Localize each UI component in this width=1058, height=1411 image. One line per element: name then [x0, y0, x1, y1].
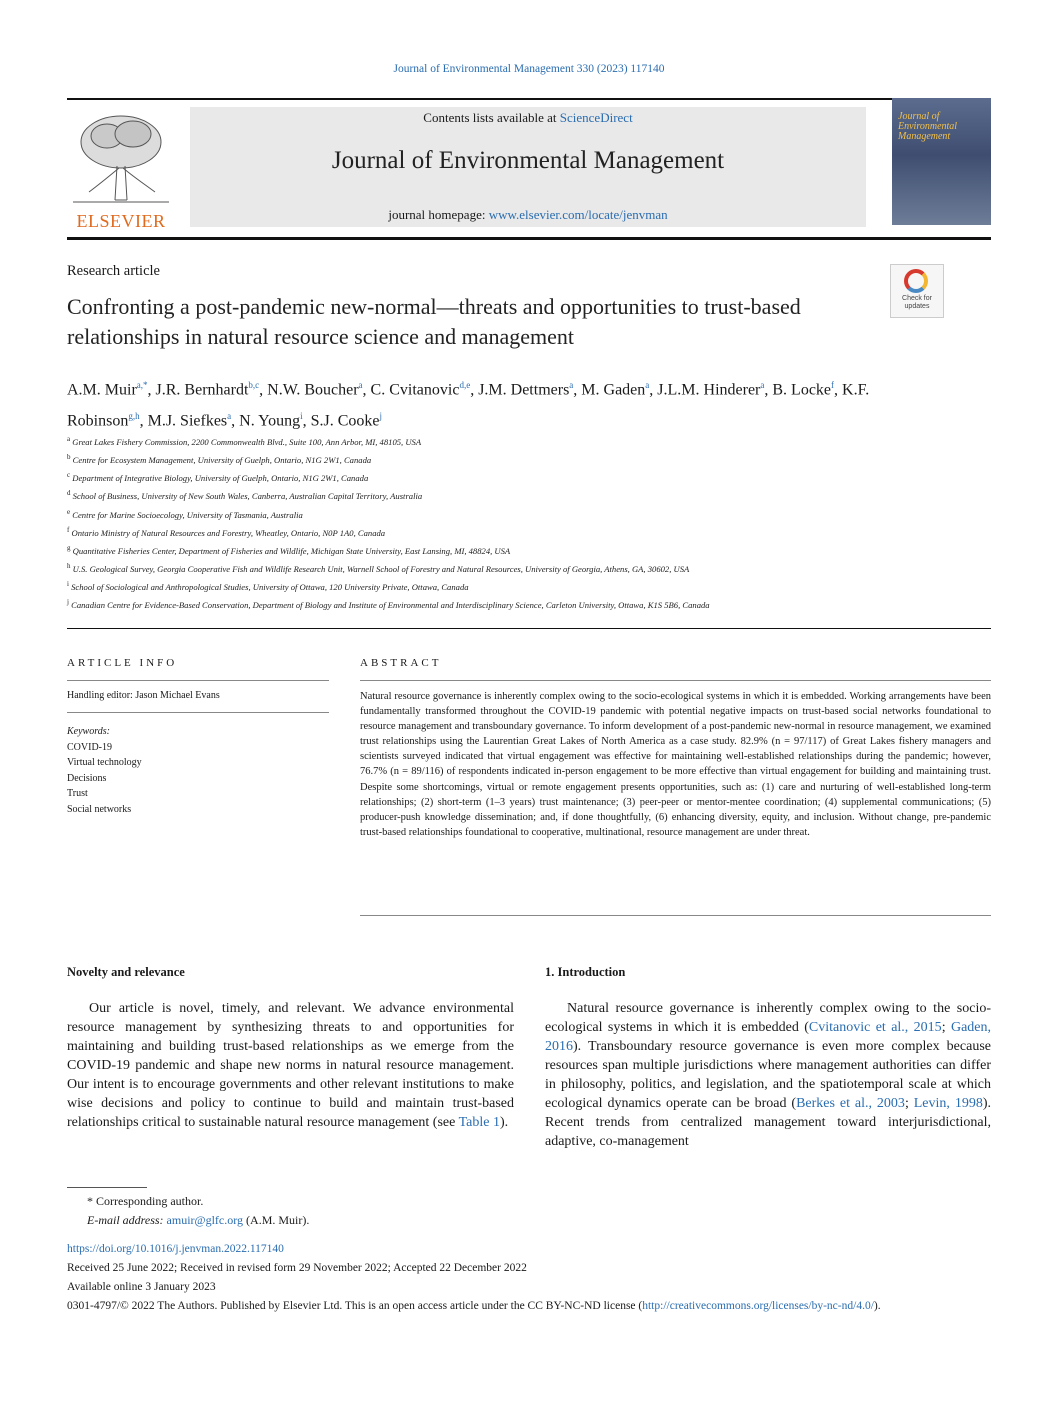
contents-line	[190, 110, 866, 126]
keyword: COVID-19	[67, 741, 112, 753]
affiliation-marker: b	[67, 453, 71, 462]
cover-line-1: Journal of	[898, 111, 940, 122]
author-affiliation-marker[interactable]: a	[227, 411, 232, 422]
citation-link[interactable]: Cvitanovic et al., 2015	[808, 1020, 942, 1035]
author[interactable]: J.M. Dettmers	[478, 381, 570, 399]
author[interactable]: M.J. Siefkes	[147, 412, 228, 430]
license-suffix: ).	[873, 1300, 881, 1312]
author-list: A.M. Muir$^{a,*}$, J.R. Bernhardt$^{b,c}$, N.W. Boucher$^a$, C. Cvitanovic$^{d,e}$, J.M. Dettmers$^a$, M. Gaden$^a$, J.L.M. Hinderer$^a$, B. Locke$^f$, K.F. Robinson$^{g,h}$, M.J. Siefkes$^a$, N. Young$^i$, S.J. Cooke$^j$	[67, 380, 870, 430]
affiliation-text: U.S. Geological Survey, Georgia Cooperative Fish and Wildlife Research Unit, Warnell School of Forestry and Natural Resources, University of Georgia, Athens, GA, 30602, USA	[72, 563, 690, 574]
author[interactable]: C. Cvitanovic	[370, 381, 460, 399]
author[interactable]: K.F. Robinson	[67, 381, 870, 430]
author-affiliation-marker[interactable]: g,h	[128, 411, 140, 422]
received-dates: Received 25 June 2022; Received in revised form 29 November 2022; Accepted 22 December 2022	[67, 1262, 527, 1274]
keyword: Virtual technology	[67, 757, 142, 768]
abstract-text: Natural resource governance is inherently complex owing to the socio-ecological systems in which it is embedded. Working arrangements have been fundamentally transformed throughout the COVID-19 pandemic with potential negative impacts on trust-based social networks foundational to resource management and transboundary governance. To inform development of a post-pandemic new-normal in resource management, we examined trust relationships using the Laurentian Great Lakes of North America as a case study. 82.9% (n = 97/117) of Great Lakes fishery managers and scientists surveyed indicated that virtual engagement was effective for maintaining well-established relationships during the pandemic; however, 76.7% (n = 89/116) of respondents indicated in-person engagement to be more effective than virtual engagement for building and maintaining trust. Despite some shortcomings, virtual or remote engagement presents opportunities, such as: (1) care and nurturing of well-established long-term relationships; (2) short-term (1–3 years) trust maintenance; (3) peer-peer or mentor-mentee coordination; (4) supplemental communications; (5) producer-push knowledge dissemination; and, if done thoughtfully, (6) enhancing diversity, equity, and inclusion. Without change, pre-pandemic trust-based relationships foundational to cooperative, multinational, resource management are under threat.	[360, 691, 991, 838]
citation-link[interactable]: Gaden, 2016	[545, 1020, 991, 1054]
affiliation-text: School of Sociological and Anthropological Studies, University of Ottawa, 120 University Private, Ottawa, Canada	[71, 582, 469, 593]
affiliation	[67, 505, 867, 523]
author-affiliation-marker[interactable]: a	[760, 380, 765, 390]
elsevier-logo[interactable]	[67, 108, 175, 232]
author[interactable]: N. Young	[239, 412, 301, 430]
intro-text-1: Natural resource governance is inherently complex owing to the socio-ecological systems in which it is embedded (	[545, 1001, 991, 1035]
crossmark-line-2: updates	[904, 303, 930, 310]
cover-title	[898, 112, 957, 142]
journal-title: Journal of Environmental Management	[331, 147, 725, 174]
novelty-heading: Novelty and relevance	[67, 965, 185, 979]
affiliation-marker: i	[67, 580, 69, 589]
affiliation-text: Centre for Marine Socioecology, University of Tasmania, Australia	[72, 509, 303, 520]
section-rule	[67, 628, 991, 629]
affiliation-marker: h	[67, 562, 71, 571]
affiliation-text: School of Business, University of New South Wales, Canberra, Australian Capital Territory, Australia	[72, 491, 423, 502]
affiliation	[67, 559, 867, 577]
footnote	[67, 1192, 309, 1230]
homepage-line	[190, 207, 866, 223]
affiliation-text: Ontario Ministry of Natural Resources and Forestry, Wheatley, Ontario, N0P 1A0, Canada	[71, 527, 386, 538]
email-suffix: (A.M. Muir).	[243, 1213, 310, 1227]
publication-info	[67, 1240, 991, 1316]
license-line	[67, 1297, 991, 1316]
author-affiliation-marker[interactable]: d,e	[459, 380, 471, 390]
citation-separator: ;	[904, 1096, 914, 1111]
intro-text-2: ). Transboundary resource governance is even more complex because resources span multiple jurisdictions where management authorities can differ in philosophy, politics, and legislation, and the spatiotemporal scale at which ecological dynamics operate can be broad (	[545, 1039, 991, 1111]
affiliation	[67, 595, 867, 613]
author-affiliation-marker[interactable]: b,c	[248, 380, 260, 390]
journal-cover-image[interactable]	[892, 98, 991, 225]
abstract-rule-bottom	[360, 915, 991, 916]
article-info-rule-2	[67, 712, 329, 713]
keyword: Trust	[67, 788, 88, 799]
author-affiliation-marker[interactable]: a	[569, 380, 574, 390]
license-text: 0301-4797/© 2022 The Authors. Published by Elsevier Ltd. This is an open access article under the CC BY-NC-ND license (	[67, 1300, 643, 1312]
author-affiliation-marker[interactable]: f	[831, 380, 835, 390]
article-info-rule	[67, 680, 329, 681]
email-line	[67, 1211, 309, 1230]
affiliation	[67, 523, 867, 541]
affiliation-text: Canadian Centre for Evidence-Based Conservation, Department of Biology and Institute of Environmental and Interdisciplinary Science, Carleton University, Ottawa, K1S 5B6, Canada	[71, 600, 710, 611]
check-for-updates-button[interactable]	[890, 264, 944, 318]
affiliation-list	[67, 432, 867, 614]
novelty-text: Our article is novel, timely, and relevant. We advance environmental resource management by synthesizing threats to and opportunities for maintaining and building trust-based relationships as we emerge from the COVID-19 pandemic and shape new norms in natural resource management. Our intent is to encourage governments and other relevant institutions to make wise decisions and policy to continue to build and maintain trust-based relationships critical to sustainable natural resource management (see	[67, 1001, 514, 1130]
journal-header-box	[190, 107, 866, 227]
author[interactable]: S.J. Cooke	[310, 412, 380, 430]
affiliation	[67, 432, 867, 450]
affiliation-text: Great Lakes Fishery Commission, 2200 Commonwealth Blvd., Suite 100, Ann Arbor, MI, 48105, USA	[72, 436, 422, 447]
author[interactable]: M. Gaden	[581, 381, 646, 399]
author[interactable]: J.R. Bernhardt	[155, 381, 249, 399]
abstract-heading: ABSTRACT	[360, 657, 442, 669]
crossmark-label	[891, 295, 943, 311]
sciencedirect-link[interactable]: ScienceDirect	[559, 110, 633, 125]
email-link[interactable]: amuir@glfc.org	[166, 1213, 244, 1227]
author-affiliation-marker[interactable]: a	[645, 380, 650, 390]
affiliation-marker: f	[67, 525, 70, 534]
author-affiliation-marker[interactable]: a,*	[136, 380, 148, 390]
available-online: Available online 3 January 2023	[67, 1281, 216, 1293]
affiliation-text: Department of Integrative Biology, University of Guelph, Ontario, N1G 2W1, Canada	[72, 473, 369, 484]
affiliation-text: Quantitative Fisheries Center, Department of Fisheries and Wildlife, Michigan State University, East Lansing, MI, 48824, USA	[72, 545, 511, 556]
journal-reference[interactable]: Journal of Environmental Management 330 (2023) 117140	[393, 63, 665, 75]
license-link[interactable]: http://creativecommons.org/licenses/by-nc-nd/4.0/	[642, 1300, 874, 1312]
citation-separator: ;	[941, 1020, 951, 1035]
affiliation-text: Centre for Ecosystem Management, University of Guelph, Ontario, N1G 2W1, Canada	[72, 455, 372, 466]
keyword: Decisions	[67, 772, 107, 784]
crossmark-line-1: Check for	[902, 295, 932, 302]
author-affiliation-marker[interactable]: a	[358, 380, 363, 390]
keywords-label: Keywords:	[67, 726, 110, 737]
introduction-heading: 1. Introduction	[545, 965, 626, 979]
email-label: E-mail address:	[87, 1213, 167, 1227]
affiliation-marker: c	[67, 471, 71, 480]
author[interactable]: J.L.M. Hinderer	[657, 381, 761, 399]
cover-line-2: Environmental	[898, 121, 958, 132]
doi-link[interactable]: https://doi.org/10.1016/j.jenvman.2022.117140	[67, 1243, 284, 1255]
author-affiliation-marker[interactable]: j	[379, 411, 383, 422]
affiliation	[67, 541, 867, 559]
footnote-rule	[67, 1187, 147, 1188]
article-info-heading: ARTICLE INFO	[67, 657, 178, 669]
handling-editor: Handling editor: Jason Michael Evans	[67, 690, 220, 701]
author[interactable]: B. Locke	[772, 381, 832, 399]
affiliation	[67, 450, 867, 468]
author-affiliation-marker[interactable]: i	[300, 411, 303, 422]
keywords-block	[67, 724, 329, 817]
affiliation	[67, 577, 867, 595]
affiliation-marker: e	[67, 507, 71, 516]
citation-link[interactable]: Berkes et al., 2003	[796, 1096, 905, 1111]
novelty-end: ).	[500, 1115, 509, 1130]
affiliation	[67, 486, 867, 504]
crossmark-icon	[904, 269, 928, 293]
cover-line-3: Management	[898, 131, 951, 142]
homepage-prefix: journal homepage:	[388, 207, 489, 222]
affiliation	[67, 468, 867, 486]
affiliation-marker: g	[67, 543, 71, 552]
citation-link[interactable]: Levin, 1998	[913, 1096, 983, 1111]
homepage-link[interactable]: www.elsevier.com/locate/jenvman	[488, 207, 668, 222]
affiliation-marker: j	[67, 598, 69, 607]
novelty-paragraph	[67, 999, 514, 1132]
author[interactable]: N.W. Boucher	[267, 381, 359, 399]
intro-text-3: ). Recent trends from centralized management toward interjurisdictional, adaptive, co-management	[545, 1096, 991, 1149]
header-rule-top	[67, 98, 991, 100]
contents-prefix: Contents lists available at	[423, 110, 560, 125]
table-1-link[interactable]: Table 1	[458, 1115, 501, 1130]
publisher-name: ELSEVIER	[76, 211, 166, 231]
article-type: Research article	[67, 263, 160, 279]
affiliation-marker: d	[67, 489, 71, 498]
affiliation-marker: a	[67, 435, 71, 443]
header-rule-bottom	[67, 237, 991, 240]
introduction-paragraph	[545, 999, 991, 1151]
abstract-rule	[360, 680, 991, 681]
author[interactable]: A.M. Muir	[67, 381, 137, 399]
article-title: Confronting a post-pandemic new-normal—threats and opportunities to trust-based relationships in natural resource science and management	[67, 294, 801, 349]
tree-icon	[67, 108, 175, 208]
corresponding-author-note: * Corresponding author.	[87, 1194, 204, 1208]
keyword: Social networks	[67, 803, 132, 815]
